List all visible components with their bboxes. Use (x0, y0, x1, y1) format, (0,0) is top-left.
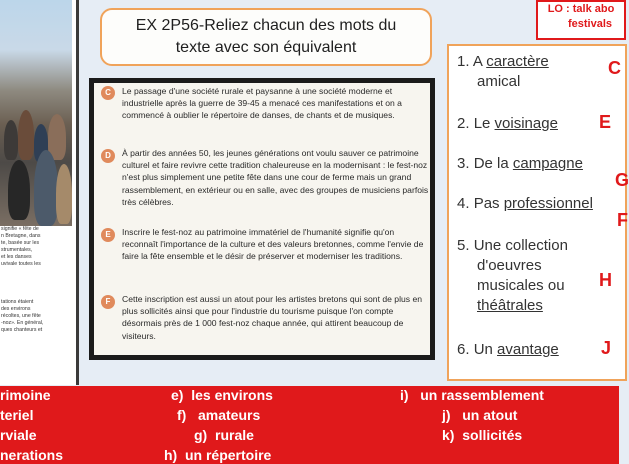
option-d-cut: nerations (0, 447, 64, 463)
exercise-title-box (100, 8, 432, 66)
left-text-2: n Bretagne, dans (1, 233, 41, 239)
paragraph-badge-c: C (101, 86, 115, 100)
list-item-5-line3: musicales ou (477, 277, 565, 294)
lo-line1: LO : talk abo (547, 3, 615, 15)
textbook-page-left (0, 0, 79, 385)
list-item-4 (457, 194, 593, 214)
list-item-2-num: 2. (457, 115, 470, 132)
option-g: g) rurale (194, 427, 254, 443)
paragraph-badge-d: D (101, 149, 115, 163)
answer-3: G (615, 170, 629, 190)
list-item-6-word: avantage (497, 341, 559, 358)
list-item-1-line2: amical (477, 73, 521, 90)
left-text-3: te, basée sur les (1, 240, 40, 246)
option-a-cut: rimoine (0, 387, 51, 403)
left-text-12: -noz». En général, (1, 320, 44, 326)
list-item-4-num: 4. (457, 195, 470, 212)
list-item-3 (457, 154, 583, 174)
option-h: h) un répertoire (164, 447, 272, 463)
left-text-9: tations étaient (1, 299, 34, 305)
option-f: f) amateurs (177, 407, 261, 423)
answer-4: F (617, 210, 628, 230)
answer-1: C (608, 58, 621, 78)
option-c-cut: rviale (0, 427, 37, 443)
lo-line2: festivals (567, 18, 613, 30)
answer-5: H (599, 270, 612, 290)
answer-6: J (601, 338, 612, 358)
list-item-2-word: voisinage (494, 115, 558, 132)
paragraph-e: Inscrire le fest-noz au patrimoine immatériel de l'humanité signifie qu'on reconnaît l'importance de la culture et des valeurs bretonnes, comme l'envie de faire la fête ensemble et le désir de préserver et moderniser les traditions. (122, 227, 424, 262)
option-i: i) un rassemblement (400, 387, 544, 403)
option-b-cut: teriel (0, 407, 34, 423)
paragraph-c: Le passage d'une société rurale et paysanne à une société moderne et industrielle après la guerre de 39-45 a menacé ces manifestations et on a commencé à oublier le répertoire de danses, de chants et de musiques. (122, 86, 402, 121)
list-item-5-line2: d'oeuvres (477, 257, 542, 274)
left-text-4: strumentales, (1, 247, 33, 253)
list-item-1 (457, 52, 549, 92)
option-k: k) sollicités (442, 427, 523, 443)
list-item-6 (457, 340, 559, 360)
answer-2: E (599, 112, 612, 132)
list-item-5-num: 5. (457, 237, 470, 254)
list-item-3-num: 3. (457, 155, 470, 172)
list-item-5-line1: Une collection (473, 237, 568, 254)
list-item-1-word: caractère (486, 53, 549, 70)
left-text-5: et les danses (1, 254, 32, 260)
festival-crowd-photo (0, 0, 72, 226)
left-text-13: ques chanteurs et (1, 327, 43, 333)
option-j: j) un atout (442, 407, 518, 423)
list-item-3-pre: De la (473, 155, 513, 172)
paragraph-badge-e: E (101, 228, 115, 242)
list-item-1-pre: A (472, 53, 487, 70)
exercise-title-line1: EX 2P56-Reliez chacun des mots du (135, 17, 397, 34)
left-text-1: signifie « fête de (1, 226, 39, 232)
list-item-2-pre: Le (473, 115, 495, 132)
text-panel (89, 78, 435, 360)
list-item-5 (457, 236, 568, 316)
left-text-6: uvivale toutes les (1, 261, 41, 267)
list-item-4-pre: Pas (473, 195, 504, 212)
list-item-1-num: 1. (457, 53, 470, 70)
exercise-title-line2: texte avec son équivalent (175, 39, 357, 56)
paragraph-badge-f: F (101, 295, 115, 309)
list-item-6-num: 6. (457, 341, 470, 358)
list-item-5-line4: théâtrales (477, 297, 543, 314)
option-e: e) les environs (171, 387, 273, 403)
vocabulary-list (447, 44, 627, 381)
list-item-3-word: campagne (512, 155, 583, 172)
learning-objective-box (536, 0, 626, 40)
paragraph-d: À partir des années 50, les jeunes générations ont voulu sauver ce patrimoine culturel et faire revivre cette tradition chaleureuse en la modernisant : le fest-noz n'est plus simplement une petite fête dans une cour de ferme mais un grand rassemblement, en extérieur ou en salle, avec des groupes de musiciens parfois très célèbres. (122, 148, 429, 207)
list-item-2 (457, 114, 558, 134)
left-text-11: récoltes, une fête (1, 313, 41, 319)
paragraph-f: Cette inscription est aussi un atout pour les artistes bretons qui sont de plus en plus sollicités ainsi que pour l'industrie du tourisme puisque l'on compte désormais près de 1 000 fest-noz chaque année, qui attirent beaucoup de visiteurs. (122, 294, 422, 341)
left-text-10: des environs (1, 306, 31, 312)
list-item-4-word: professionnel (503, 195, 593, 212)
options-bar (0, 386, 619, 464)
list-item-6-pre: Un (473, 341, 498, 358)
